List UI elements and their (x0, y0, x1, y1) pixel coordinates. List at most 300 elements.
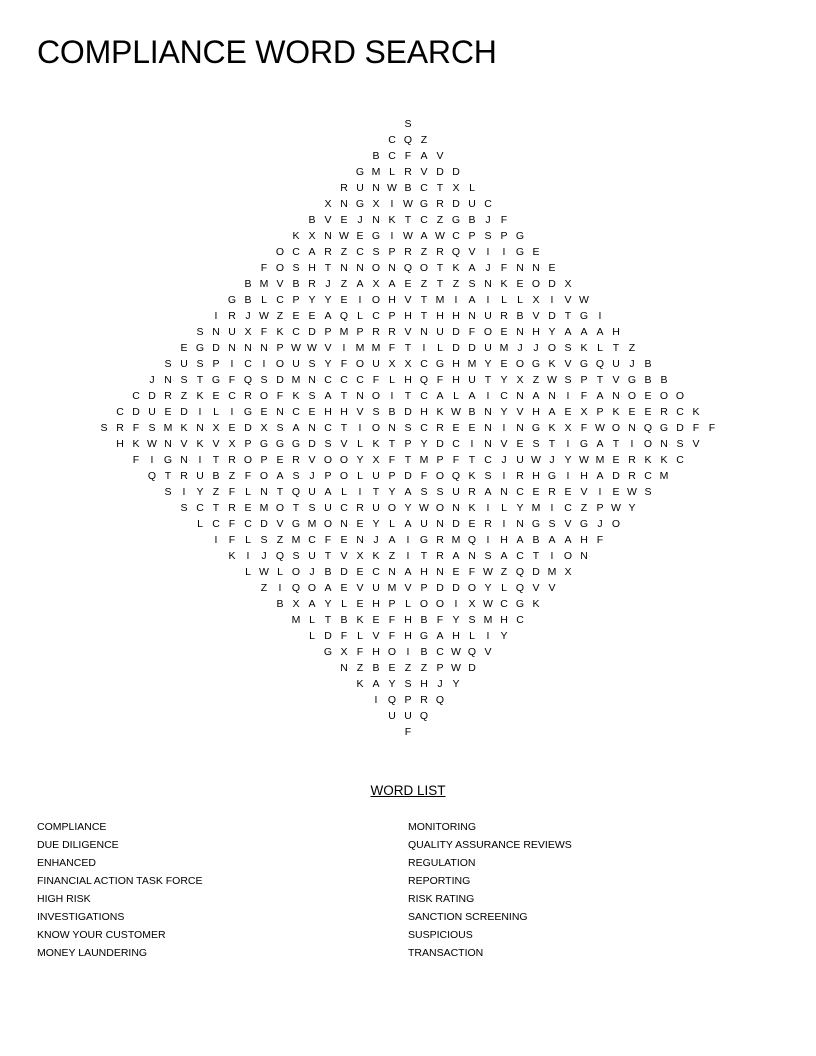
grid-letter: K (644, 454, 652, 466)
grid-letter: G (579, 358, 589, 370)
grid-letter: C (340, 502, 348, 514)
grid-letter: W (451, 646, 461, 658)
grid-letter: R (516, 470, 524, 482)
grid-letter: P (324, 326, 332, 338)
grid-letter: O (339, 470, 349, 482)
grid-letter: F (228, 534, 236, 546)
grid-letter: F (228, 518, 236, 530)
grid-letter: S (532, 438, 540, 450)
grid-letter: P (596, 406, 604, 418)
grid-letter: E (180, 342, 188, 354)
grid-row (0, 436, 816, 452)
grid-letter: K (356, 678, 364, 690)
grid-letter: T (564, 310, 572, 322)
grid-row (0, 324, 816, 340)
grid-letter: N (372, 214, 380, 226)
grid-letter: M (531, 502, 541, 514)
grid-letter: C (308, 534, 316, 546)
grid-letter: L (197, 518, 203, 530)
grid-letter: U (196, 470, 204, 482)
grid-letter: W (483, 566, 493, 578)
grid-letter: A (548, 406, 556, 418)
grid-letter: T (388, 438, 396, 450)
grid-letter: N (372, 182, 380, 194)
grid-letter: C (276, 294, 284, 306)
grid-letter: A (324, 486, 332, 498)
grid-letter: Y (324, 294, 332, 306)
grid-letter: J (533, 342, 539, 354)
grid-letter: R (324, 246, 332, 258)
grid-letter: O (243, 454, 253, 466)
grid-letter: T (340, 422, 348, 434)
grid-row (0, 116, 816, 132)
grid-row (0, 708, 816, 724)
grid-row (0, 660, 816, 676)
grid-letter: E (516, 438, 524, 450)
grid-letter: S (420, 486, 428, 498)
grid-letter: I (374, 694, 378, 706)
grid-letter: I (358, 486, 362, 498)
grid-letter: Z (356, 662, 364, 674)
grid-row (0, 164, 816, 180)
grid-letter: X (564, 278, 572, 290)
grid-letter: R (228, 310, 236, 322)
grid-letter: H (500, 614, 508, 626)
grid-letter: C (516, 550, 524, 562)
grid-letter: A (532, 390, 540, 402)
grid-letter: Z (580, 502, 588, 514)
grid-letter: Q (643, 422, 653, 434)
grid-letter: F (244, 470, 252, 482)
grid-letter: N (308, 374, 316, 386)
grid-letter: E (292, 310, 300, 322)
grid-letter: E (500, 358, 508, 370)
grid-letter: G (195, 342, 205, 354)
grid-letter: U (308, 486, 316, 498)
grid-letter: X (564, 566, 572, 578)
grid-letter: Z (388, 550, 396, 562)
grid-letter: S (468, 278, 476, 290)
grid-letter: T (340, 390, 348, 402)
grid-letter: T (420, 310, 428, 322)
grid-row (0, 180, 816, 196)
grid-letter: K (452, 262, 460, 274)
grid-row (0, 612, 816, 628)
grid-letter: O (355, 358, 365, 370)
grid-letter: H (452, 310, 460, 322)
grid-letter: I (230, 406, 234, 418)
grid-letter: C (324, 422, 332, 434)
grid-letter: X (260, 422, 268, 434)
grid-letter: Y (484, 582, 492, 594)
grid-letter: N (452, 502, 460, 514)
grid-letter: B (244, 294, 252, 306)
grid-letter: B (308, 214, 316, 226)
grid-letter: N (356, 534, 364, 546)
grid-letter: C (420, 390, 428, 402)
grid-letter: L (357, 470, 363, 482)
grid-row (0, 132, 816, 148)
grid-letter: G (579, 310, 589, 322)
grid-letter: E (356, 518, 364, 530)
grid-letter: M (595, 454, 605, 466)
grid-letter: V (500, 438, 508, 450)
grid-row (0, 292, 816, 308)
grid-letter: J (485, 214, 491, 226)
grid-letter: L (245, 534, 251, 546)
grid-letter: E (500, 326, 508, 338)
grid-letter: I (390, 390, 394, 402)
grid-letter: F (596, 534, 604, 546)
grid-letter: T (548, 438, 556, 450)
grid-letter: H (532, 470, 540, 482)
grid-letter: M (483, 614, 493, 626)
grid-letter: E (644, 390, 652, 402)
grid-letter: K (372, 438, 380, 450)
grid-letter: O (563, 550, 573, 562)
word-list-item: REGULATION (408, 857, 476, 869)
grid-letter: N (660, 438, 668, 450)
grid-letter: E (404, 278, 412, 290)
grid-letter: N (324, 230, 332, 242)
grid-letter: T (436, 262, 444, 274)
word-list-item: DUE DILIGENCE (37, 839, 119, 851)
grid-letter: I (550, 550, 554, 562)
grid-letter: X (244, 326, 252, 338)
grid-letter: H (532, 406, 540, 418)
grid-letter: E (612, 486, 620, 498)
grid-letter: R (436, 246, 444, 258)
grid-letter: Q (467, 534, 477, 546)
grid-letter: U (468, 374, 476, 386)
grid-letter: K (196, 438, 204, 450)
grid-letter: E (244, 502, 252, 514)
grid-letter: H (612, 326, 620, 338)
grid-letter: A (404, 518, 412, 530)
grid-letter: G (515, 230, 525, 242)
grid-letter: Q (275, 550, 285, 562)
grid-letter: N (436, 518, 444, 530)
grid-letter: K (612, 406, 620, 418)
grid-letter: T (436, 278, 444, 290)
grid-letter: C (292, 406, 300, 418)
grid-letter: Q (291, 582, 301, 594)
grid-letter: G (275, 438, 285, 450)
grid-letter: W (291, 342, 301, 354)
grid-letter: S (308, 390, 316, 402)
grid-letter: W (451, 662, 461, 674)
grid-letter: I (358, 422, 362, 434)
grid-row (0, 580, 816, 596)
grid-letter: G (291, 518, 301, 530)
grid-letter: E (340, 214, 348, 226)
grid-letter: T (596, 374, 604, 386)
grid-letter: W (259, 310, 269, 322)
grid-letter: T (292, 502, 300, 514)
grid-letter: P (404, 694, 412, 706)
grid-letter: H (340, 406, 348, 418)
grid-letter: W (403, 198, 413, 210)
grid-letter: C (516, 614, 524, 626)
grid-letter: S (260, 534, 268, 546)
grid-letter: V (612, 374, 620, 386)
grid-letter: E (356, 566, 364, 578)
grid-letter: I (566, 438, 570, 450)
grid-letter: R (404, 246, 412, 258)
grid-letter: O (371, 262, 381, 274)
grid-letter: R (292, 454, 300, 466)
grid-letter: W (435, 230, 445, 242)
grid-letter: N (244, 342, 252, 354)
grid-letter: Y (324, 598, 332, 610)
grid-letter: C (676, 454, 684, 466)
grid-letter: S (180, 374, 188, 386)
grid-letter: U (612, 358, 620, 370)
grid-letter: C (420, 182, 428, 194)
grid-row (0, 564, 816, 580)
grid-letter: L (405, 598, 411, 610)
grid-letter: N (484, 422, 492, 434)
grid-letter: G (531, 358, 541, 370)
grid-letter: O (611, 422, 621, 434)
grid-letter: X (532, 294, 540, 306)
grid-letter: I (502, 518, 506, 530)
grid-letter: P (324, 470, 332, 482)
grid-letter: O (371, 390, 381, 402)
grid-row (0, 532, 816, 548)
grid-letter: G (659, 422, 669, 434)
grid-letter: C (292, 326, 300, 338)
grid-letter: V (468, 246, 476, 258)
grid-letter: X (452, 182, 460, 194)
grid-letter: M (259, 502, 269, 514)
grid-letter: K (292, 390, 300, 402)
grid-letter: G (371, 230, 381, 242)
grid-letter: N (180, 454, 188, 466)
grid-letter: I (502, 470, 506, 482)
grid-letter: B (292, 278, 300, 290)
grid-letter: A (356, 278, 364, 290)
grid-letter: U (148, 406, 156, 418)
grid-letter: G (627, 374, 637, 386)
grid-letter: D (468, 342, 476, 354)
grid-letter: K (580, 342, 588, 354)
grid-letter: H (324, 406, 332, 418)
grid-letter: K (548, 358, 556, 370)
grid-letter: S (404, 118, 412, 130)
grid-letter: T (276, 486, 284, 498)
grid-letter: L (261, 294, 267, 306)
grid-letter: A (388, 534, 396, 546)
word-list-heading: WORD LIST (370, 783, 446, 798)
grid-letter: N (260, 486, 268, 498)
grid-letter: Z (436, 214, 444, 226)
grid-letter: O (515, 358, 525, 370)
grid-letter: H (420, 406, 428, 418)
grid-letter: T (196, 374, 204, 386)
grid-letter: K (276, 326, 284, 338)
grid-letter: Y (324, 358, 332, 370)
grid-letter: D (452, 326, 460, 338)
grid-letter: P (436, 454, 444, 466)
grid-letter: U (356, 182, 364, 194)
grid-letter: F (388, 614, 396, 626)
grid-letter: M (163, 422, 173, 434)
grid-letter: B (420, 614, 428, 626)
grid-letter: L (341, 598, 347, 610)
grid-letter: T (404, 342, 412, 354)
grid-letter: K (372, 550, 380, 562)
grid-letter: O (323, 454, 333, 466)
grid-letter: D (308, 438, 316, 450)
grid-letter: U (452, 486, 460, 498)
grid-letter: K (228, 550, 236, 562)
grid-letter: I (422, 342, 426, 354)
word-list-item: FINANCIAL ACTION TASK FORCE (37, 875, 203, 887)
grid-letter: L (357, 310, 363, 322)
grid-letter: I (406, 646, 410, 658)
grid-letter: G (323, 646, 333, 658)
grid-row (0, 692, 816, 708)
grid-letter: T (404, 390, 412, 402)
grid-letter: N (548, 390, 556, 402)
grid-letter: F (468, 566, 476, 578)
grid-letter: J (437, 678, 443, 690)
grid-letter: O (275, 262, 285, 274)
grid-letter: Y (500, 630, 508, 642)
grid-row (0, 516, 816, 532)
word-list-right-column (408, 818, 572, 962)
grid-letter: L (277, 566, 283, 578)
grid-letter: I (454, 598, 458, 610)
grid-letter: P (388, 470, 396, 482)
grid-letter: G (579, 438, 589, 450)
grid-letter: J (325, 278, 331, 290)
grid-letter: W (547, 374, 557, 386)
grid-letter: V (276, 278, 284, 290)
word-list-left-column (37, 818, 203, 962)
grid-letter: P (244, 438, 252, 450)
grid-letter: S (404, 422, 412, 434)
grid-letter: Q (403, 134, 413, 146)
grid-letter: T (372, 486, 380, 498)
grid-letter: S (548, 518, 556, 530)
grid-letter: A (596, 470, 604, 482)
grid-letter: O (611, 518, 621, 530)
grid-letter: F (276, 390, 284, 402)
grid-letter: S (484, 230, 492, 242)
grid-letter: B (276, 598, 284, 610)
grid-row (0, 644, 816, 660)
grid-letter: X (372, 198, 380, 210)
grid-letter: V (532, 310, 540, 322)
grid-letter: T (324, 614, 332, 626)
grid-letter: K (548, 422, 556, 434)
grid-letter: B (340, 614, 348, 626)
grid-letter: Z (276, 534, 284, 546)
grid-letter: S (260, 374, 268, 386)
grid-letter: L (501, 294, 507, 306)
grid-letter: D (532, 566, 540, 578)
grid-letter: E (452, 422, 460, 434)
grid-letter: D (548, 278, 556, 290)
grid-letter: V (356, 582, 364, 594)
grid-letter: A (468, 390, 476, 402)
grid-letter: C (484, 198, 492, 210)
grid-letter: Z (500, 566, 508, 578)
grid-letter: N (340, 518, 348, 530)
grid-letter: O (483, 326, 493, 338)
grid-letter: H (580, 470, 588, 482)
grid-letter: L (469, 182, 475, 194)
grid-letter: R (548, 486, 556, 498)
grid-letter: R (436, 550, 444, 562)
grid-letter: S (644, 486, 652, 498)
grid-letter: Y (388, 678, 396, 690)
grid-letter: N (468, 310, 476, 322)
grid-letter: E (340, 294, 348, 306)
grid-letter: G (515, 246, 525, 258)
grid-letter: M (355, 342, 365, 354)
grid-letter: U (388, 710, 396, 722)
grid-letter: G (419, 198, 429, 210)
grid-letter: O (435, 598, 445, 610)
grid-letter: Z (452, 278, 460, 290)
grid-letter: H (452, 358, 460, 370)
grid-letter: Z (340, 278, 348, 290)
grid-letter: E (340, 582, 348, 594)
grid-letter: E (564, 406, 572, 418)
grid-letter: H (372, 646, 380, 658)
grid-letter: I (550, 502, 554, 514)
grid-letter: B (644, 358, 652, 370)
grid-letter: W (595, 422, 605, 434)
grid-letter: Y (452, 614, 460, 626)
grid-letter: M (435, 294, 445, 306)
grid-letter: B (388, 406, 396, 418)
grid-letter: I (470, 438, 474, 450)
grid-letter: I (486, 294, 490, 306)
grid-letter: Y (548, 326, 556, 338)
grid-letter: B (660, 374, 668, 386)
grid-letter: C (212, 518, 220, 530)
grid-letter: B (372, 662, 380, 674)
grid-letter: W (339, 230, 349, 242)
grid-letter: C (132, 390, 140, 402)
grid-letter: D (452, 198, 460, 210)
grid-letter: S (308, 502, 316, 514)
grid-letter: A (436, 630, 444, 642)
grid-letter: T (324, 262, 332, 274)
grid-letter: O (627, 390, 637, 402)
grid-letter: N (276, 406, 284, 418)
grid-letter: Q (451, 246, 461, 258)
grid-letter: Q (403, 262, 413, 274)
grid-letter: N (580, 550, 588, 562)
word-list-item: TRANSACTION (408, 947, 484, 959)
grid-letter: O (371, 422, 381, 434)
grid-letter: G (355, 198, 365, 210)
grid-letter: N (340, 198, 348, 210)
grid-letter: S (196, 358, 204, 370)
grid-letter: N (164, 374, 172, 386)
grid-letter: F (340, 358, 348, 370)
grid-letter: N (340, 662, 348, 674)
grid-letter: O (387, 502, 397, 514)
grid-letter: F (388, 342, 396, 354)
grid-letter: Y (372, 518, 380, 530)
grid-letter: E (356, 230, 364, 242)
